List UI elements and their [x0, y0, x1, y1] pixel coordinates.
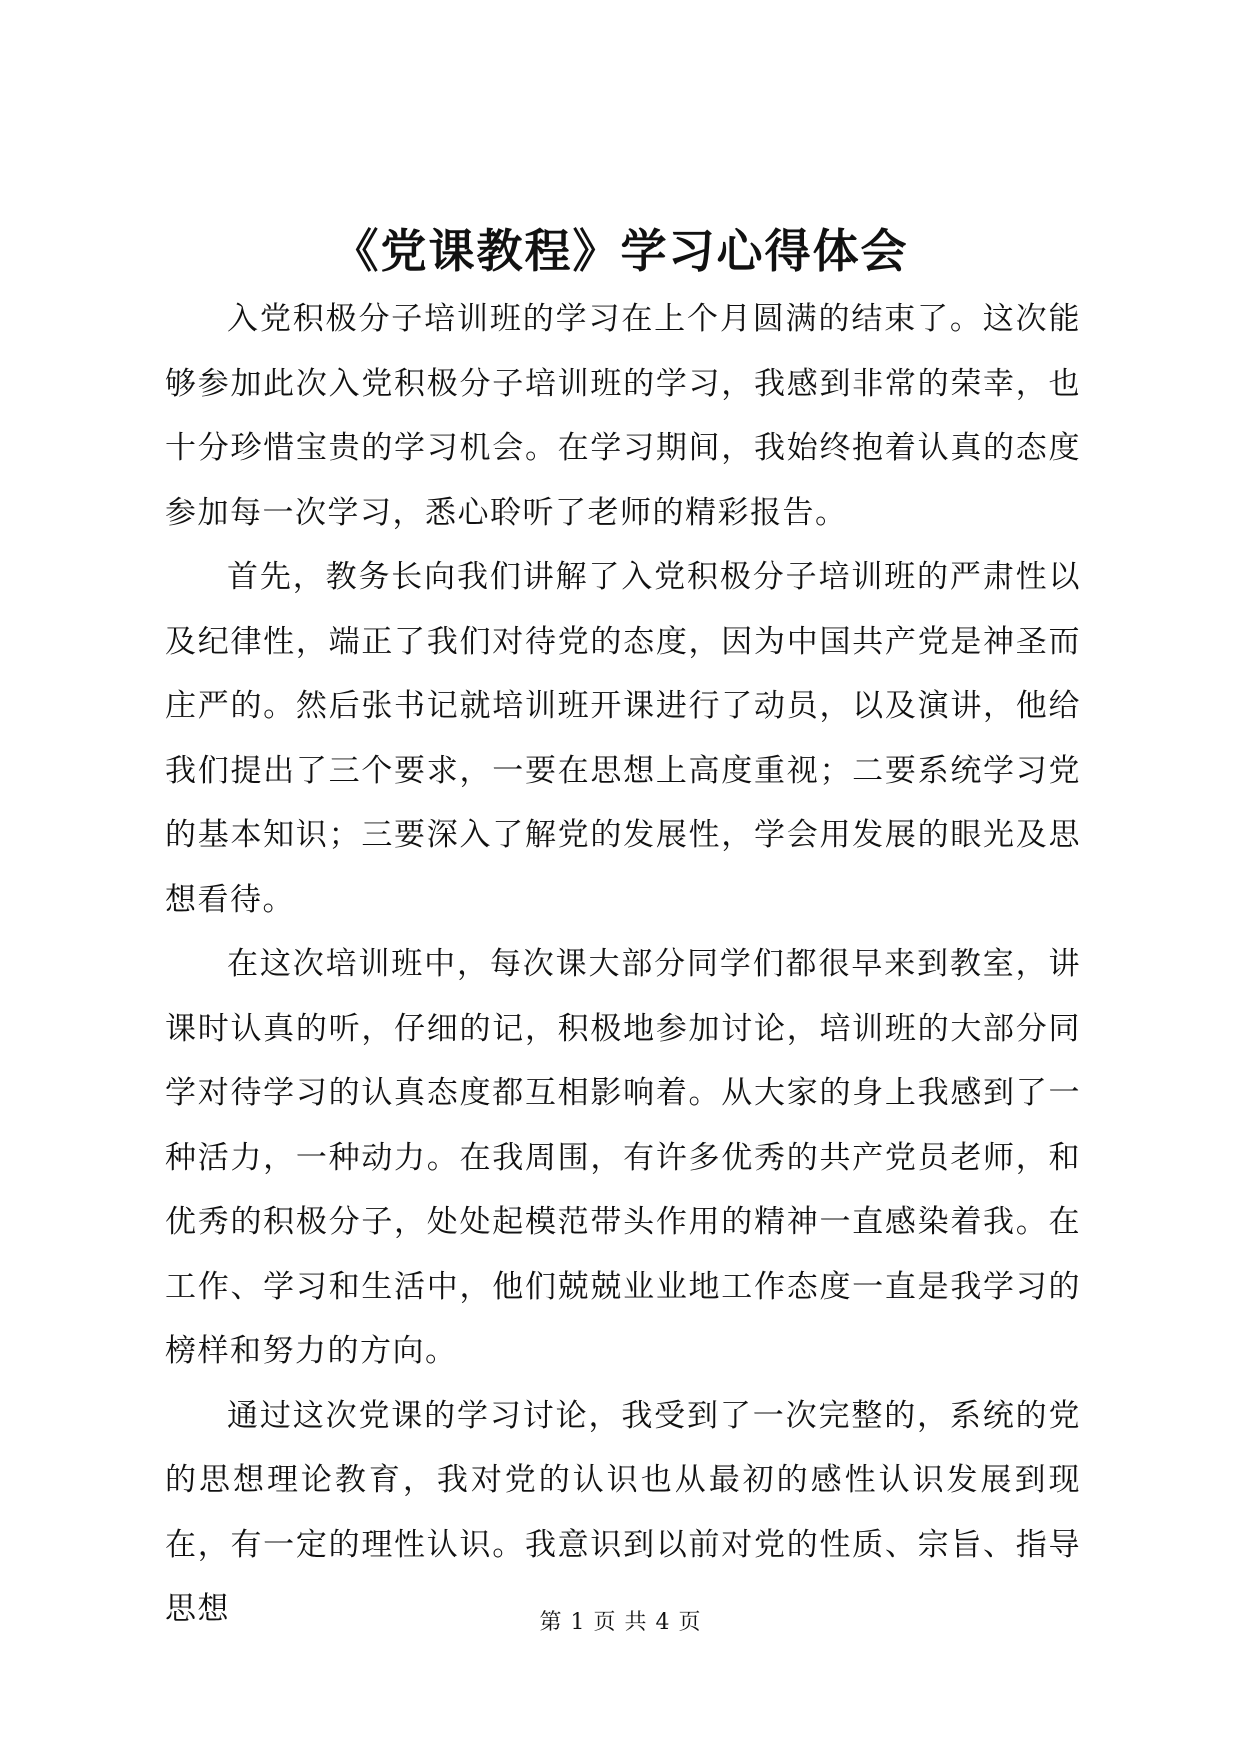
page-footer: 第 1 页 共 4 页: [539, 1610, 702, 1635]
paragraph: 通过这次党课的学习讨论，我受到了一次完整的，系统的党的思想理论教育，我对党的认识也从最初的感性认识发展到现在，有一定的理性认识。我意识到以前对党的性质、宗旨、指导思想: [165, 1397, 1081, 1627]
document-body: [165, 287, 1081, 1642]
paragraph: 入党积极分子培训班的学习在上个月圆满的结束了。这次能够参加此次入党积极分子培训班的学习，我感到非常的荣幸，也十分珍惜宝贵的学习机会。在学习期间，我始终抱着认真的态度参加每一次学习，悉心聆听了老师的精彩报告。: [165, 301, 1081, 531]
paragraph: 在这次培训班中，每次课大部分同学们都很早来到教室，讲课时认真的听，仔细的记，积极地参加讨论，培训班的大部分同学对待学习的认真态度都互相影响着。从大家的身上我感到了一种活力，一种动力。在我周围，有许多优秀的共产党员老师，和优秀的积极分子，处处起模范带头作用的精神一直感染着我。在工作、学习和生活中，他们兢兢业业地工作态度一直是我学习的榜样和努力的方向。: [165, 946, 1081, 1369]
paragraph: 首先，教务长向我们讲解了入党积极分子培训班的严肃性以及纪律性，端正了我们对待党的态度，因为中国共产党是神圣而庄严的。然后张书记就培训班开课进行了动员，以及演讲，他给我们提出了三个要求，一要在思想上高度重视；二要系统学习党的基本知识；三要深入了解党的发展性，学会用发展的眼光及思想看待。: [165, 559, 1081, 918]
document-title: 《党课教程》学习心得体会: [332, 224, 909, 278]
